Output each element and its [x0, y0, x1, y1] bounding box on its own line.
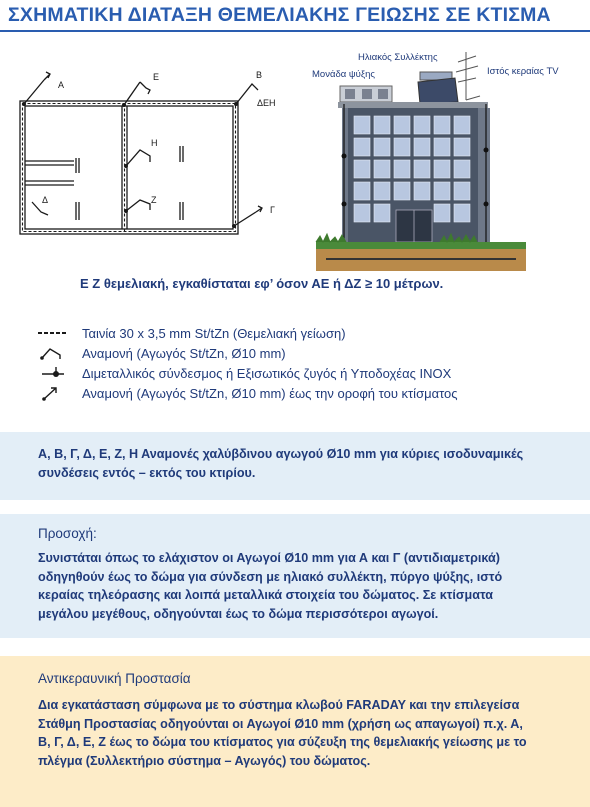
roof-lead-icon: [36, 385, 76, 401]
box1-line: Α, Β, Γ, Δ, Ε, Ζ, Η Αναμονές χαλύβδινου αγωγού Ø10 mm για κύριες ισοδυναμικές: [38, 447, 524, 461]
legend-text: Αναμονή (Αγωγός St/tZn, Ø10 mm) έως την οροφή του κτίσματος: [82, 386, 458, 401]
outer-wall-outer: [20, 101, 238, 234]
caution-box: [0, 514, 590, 638]
building-window: [434, 160, 450, 178]
label-A: Α: [58, 80, 65, 90]
building-window: [414, 182, 430, 200]
building-window: [434, 116, 450, 134]
building-illustration: [300, 40, 559, 270]
label-H: Η: [151, 138, 158, 148]
equipotential-info-box: [0, 432, 590, 500]
legend-text: Διμεταλλικός σύνδεσμος ή Εξισωτικός ζυγός ή Υποδοχέας ΙΝΟΧ: [82, 366, 452, 381]
caution-heading: Προσοχή:: [38, 526, 97, 541]
label-solar-collector: Ηλιακός Συλλέκτης: [358, 52, 438, 63]
lead-out-icon: [36, 345, 76, 361]
building-window: [374, 138, 390, 156]
lightning-heading: Αντικεραυνική Προστασία: [38, 671, 191, 686]
label-Z: Ζ: [151, 195, 157, 205]
building-window: [454, 182, 470, 200]
page-title: ΣΧΗΜΑΤΙΚΗ ΔΙΑΤΑΞΗ ΘΕΜΕΛΙΑΚΗΣ ΓΕΙΩΣΗΣ ΣΕ ΚΤΙΣΜΑ: [8, 4, 551, 26]
building-window: [394, 182, 410, 200]
building-window: [394, 138, 410, 156]
box3-line: Στάθμη Προστασίας οδηγούνται οι Αγωγοί Ø10 mm (χρήση ως απαγωγοί) π.χ. Α,: [38, 716, 523, 731]
building-window: [354, 138, 370, 156]
foundation-note: Ε Ζ θεμελιακή, εγκαθίσταται εφ’ όσον ΑΕ ή ΔΖ ≥ 10 μέτρων.: [80, 276, 444, 291]
box2-line: οδηγηθούν έως το δώμα για σύνδεση με ηλιακό συλλέκτη, πύργο ψύξης, ιστό: [38, 569, 503, 584]
dashed-strip-icon: [36, 325, 76, 341]
lightning-protection-box: [0, 656, 590, 807]
building-window: [454, 204, 470, 222]
building-window: [374, 116, 390, 134]
box2-line: κεραίας τηλεόρασης και λοιπά μεταλλικά στοιχεία του δώματος. Σε κτίσματα: [38, 588, 493, 602]
box1-line: συνδέσεις εντός – εκτός του κτιρίου.: [38, 465, 256, 480]
building-window: [374, 160, 390, 178]
bimetal-connector-icon: [36, 365, 76, 381]
building-window: [454, 138, 470, 156]
building-window: [374, 182, 390, 200]
building-window: [354, 116, 370, 134]
building-window: [354, 204, 370, 222]
building-window: [414, 116, 430, 134]
box2-line: μεγάλου μεγέθους, οδηγούνται έως το δώμα περισσότεροι αγωγοί.: [38, 606, 439, 621]
building-window: [434, 182, 450, 200]
label-G: Γ: [270, 205, 275, 215]
label-tv-antenna: Ιστός κεραίας TV: [487, 66, 559, 77]
label-DEH: ΔΕΗ: [257, 98, 276, 108]
outer-wall-inner: [25, 106, 233, 229]
building-window: [394, 116, 410, 134]
building-window: [354, 160, 370, 178]
label-cooling-unit: Μονάδα ψύξης: [312, 69, 375, 80]
foundation-plan-diagram: [0, 50, 300, 250]
label-E: Ε: [153, 72, 160, 82]
building-window: [394, 160, 410, 178]
legend-text: Αναμονή (Αγωγός St/tZn, Ø10 mm): [82, 346, 286, 361]
label-B: Β: [256, 70, 263, 80]
box3-line: πλέγμα (Συλλεκτήριο σύστημα – Αγωγός) του δώματος.: [38, 753, 371, 768]
building-window: [414, 160, 430, 178]
box2-line: Συνιστάται όπως το ελάχιστον οι Αγωγοί Ø10 mm για Α και Γ (αντιδιαμετρικά): [38, 551, 500, 565]
legend-text: Ταινία 30 x 3,5 mm St/tZn (Θεμελιακή γείωση): [82, 326, 346, 341]
building-window: [454, 116, 470, 134]
box3-line: Δια εγκατάσταση σύμφωνα με το σύστημα κλωβού FARADAY και την επιλεγείσα: [38, 698, 520, 712]
building-window: [454, 160, 470, 178]
building-window: [434, 204, 450, 222]
title-underline: [0, 30, 590, 32]
building-window: [434, 138, 450, 156]
box3-line: Β, Γ, Δ, Ε, Ζ έως το δώμα του κτίσματος για σύζευξη της θεμελιακής γείωσης με το: [38, 735, 527, 749]
building-window: [374, 204, 390, 222]
label-D: Δ: [42, 195, 49, 205]
building-window: [414, 138, 430, 156]
building-window: [354, 182, 370, 200]
